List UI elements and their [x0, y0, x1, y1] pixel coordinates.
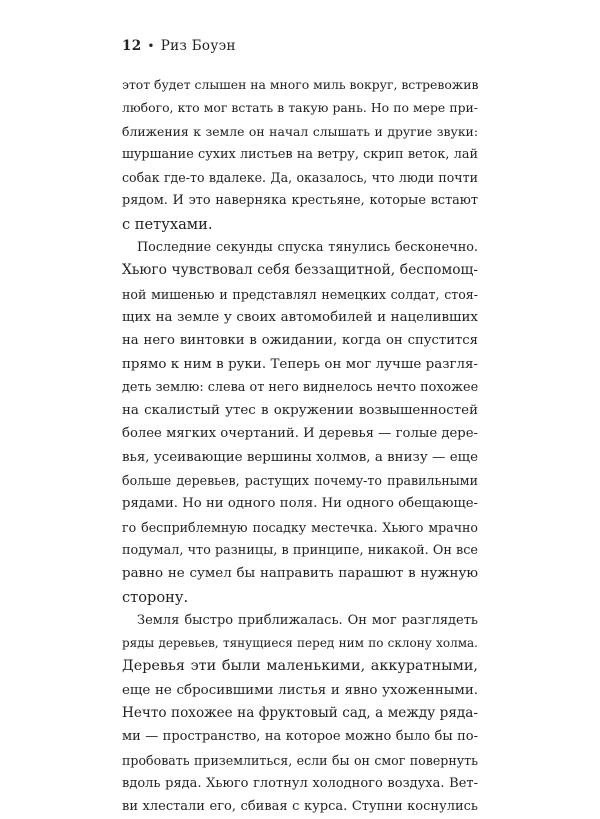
text-line: ми — пространство, на которое можно было бы по-: [122, 729, 478, 745]
text-line: рядами. Но ни одного поля. Ни одного обещающе-: [122, 496, 478, 512]
body-text: [122, 73, 478, 819]
text-line: больше деревьев, растущих почему-то правильными: [122, 473, 478, 489]
text-line: равно не сумел бы направить парашют в нужную: [122, 566, 478, 582]
text-line: на него винтовки в ожидании, когда он спустится: [122, 333, 478, 349]
running-header: [122, 38, 236, 54]
page-number: 12: [122, 38, 142, 54]
text-line: прямо к ним в руки. Теперь он мог лучше разгля-: [122, 356, 478, 372]
text-line: собак где-то вдалеке. Да, оказалось, что люди почти: [122, 170, 478, 186]
text-line: деть землю: слева от него виднелось нечто похожее: [122, 379, 479, 395]
text-line: го бесприблемную посадку местечка. Хьюго мрачно: [122, 519, 478, 535]
text-line: ближения к земле он начал слышать и другие звуки:: [122, 123, 478, 139]
text-line: шуршание сухих листьев на ветру, скрип веток, лай: [122, 146, 478, 162]
text-line: ви хлестали его, сбивая с курса. Ступни коснулись: [122, 799, 478, 815]
text-line: ряды деревьев, тянущиеся перед ним по склону холма.: [122, 636, 478, 651]
author-name: Риз Боуэн: [160, 38, 236, 54]
text-line: Последние секунды спуска тянулись бесконечно.: [137, 240, 478, 256]
text-line: с петухами.: [122, 215, 213, 233]
text-line: Земля быстро приближалась. Он мог разглядеть: [137, 612, 478, 628]
text-line: этот будет слышен на много миль вокруг, встревожив: [122, 77, 479, 92]
text-line: Деревья эти были маленькими, аккуратными,: [122, 658, 478, 675]
text-line: щих на земле у своих автомобилей и нацеливших: [122, 309, 478, 325]
text-line: пробовать приземлиться, если бы он смог повернуть: [122, 752, 478, 768]
text-line: подумал, что разницы, в принципе, никакой. Он все: [122, 542, 478, 558]
text-line: еще не сбросившими листья и явно ухоженными.: [122, 682, 478, 698]
text-line: любого, кто мог встать в такую рань. Но по мере при-: [122, 100, 478, 116]
text-line: Нечто похожее на фруктовый сад, а между ряда-: [122, 705, 478, 722]
header-bullet: •: [147, 39, 155, 53]
text-line: сторону.: [122, 588, 189, 606]
text-line: на скалистый утес в окружении возвышенностей: [122, 403, 478, 419]
text-line: Хьюго чувствовал себя беззащитной, беспомощ-: [122, 262, 478, 279]
text-line: ной мишенью и представлял немецких солдат, стоя-: [122, 286, 478, 302]
text-line: вья, усеивающие вершины холмов, а внизу — еще: [122, 449, 478, 465]
text-line: рядом. И это наверняка крестьяне, которые встают: [122, 193, 478, 209]
text-line: вдоль ряда. Хьюго глотнул холодного воздуха. Вет-: [122, 775, 478, 791]
text-line: более мягких очертаний. И деревья — голые дере-: [122, 426, 478, 442]
